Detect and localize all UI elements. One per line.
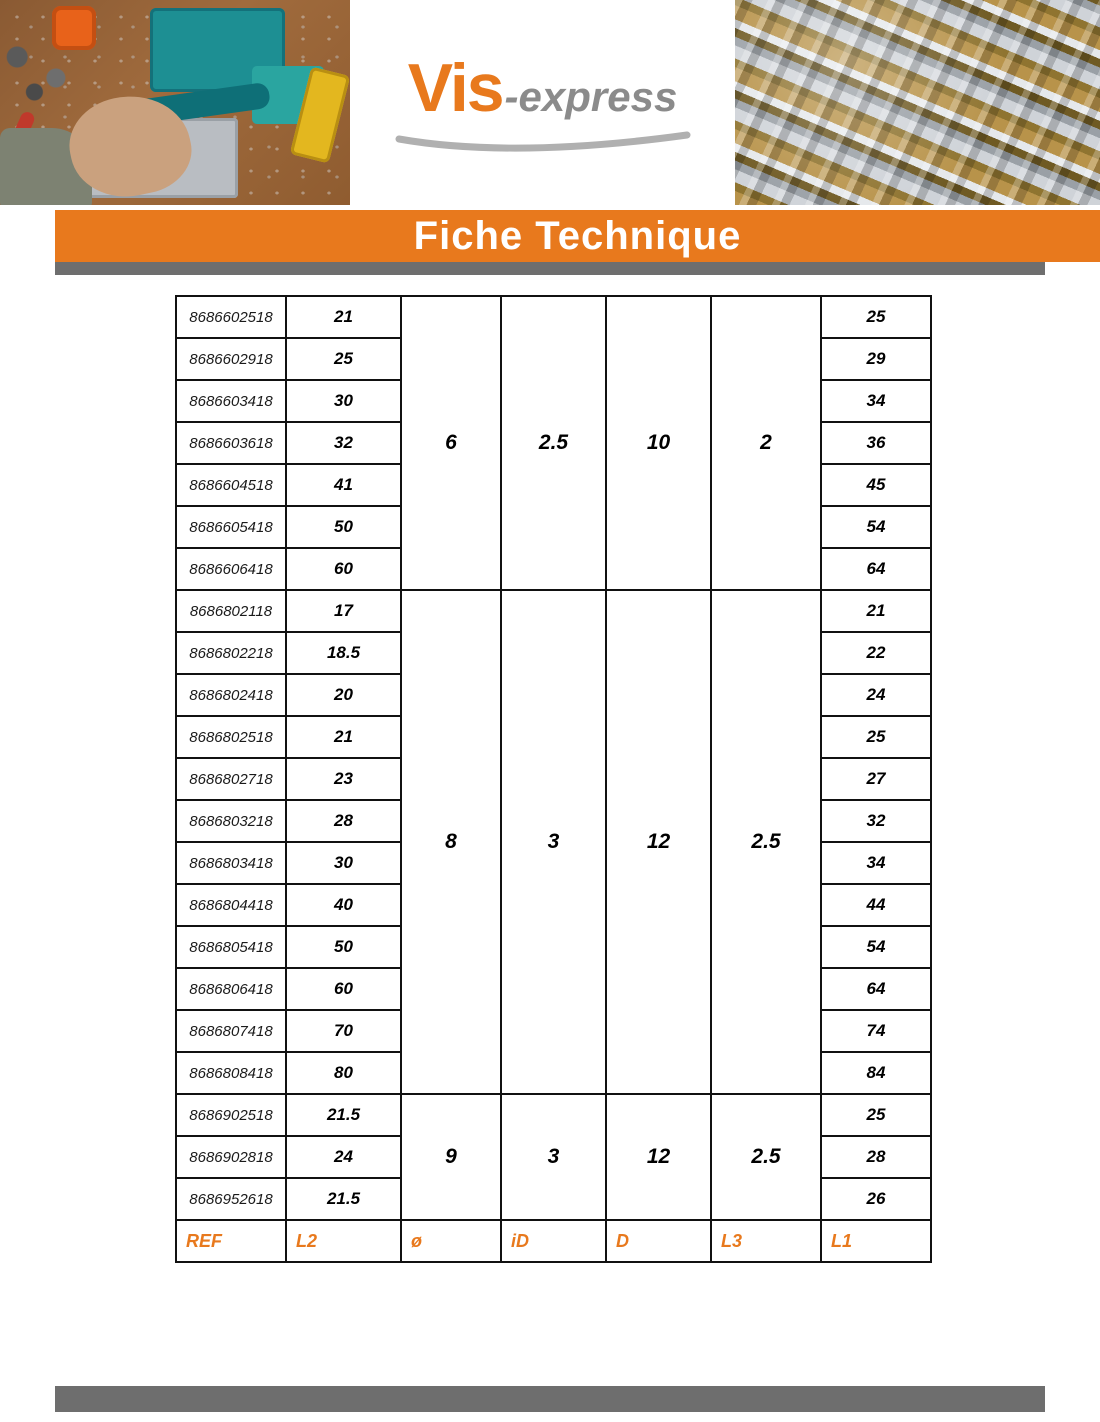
ref-cell: 8686604518: [176, 464, 286, 506]
ref-cell: 8686603618: [176, 422, 286, 464]
footer-bar: [55, 1386, 1045, 1412]
ref-cell: 8686805418: [176, 926, 286, 968]
l1-cell: 21: [821, 590, 931, 632]
footer-d-label: D: [606, 1220, 711, 1262]
inner-diameter-cell: 2.5: [501, 296, 606, 590]
table-row: [176, 296, 931, 338]
ref-cell: 8686802118: [176, 590, 286, 632]
l3-cell: 2: [711, 296, 821, 590]
l1-cell: 36: [821, 422, 931, 464]
spec-table: [175, 295, 932, 1263]
l2-cell: 80: [286, 1052, 401, 1094]
l1-cell: 24: [821, 674, 931, 716]
ref-cell: 8686603418: [176, 380, 286, 422]
l2-cell: 60: [286, 968, 401, 1010]
screws-photo: [735, 0, 1100, 205]
d-cell: 12: [606, 590, 711, 1094]
l1-cell: 84: [821, 1052, 931, 1094]
l1-cell: 22: [821, 632, 931, 674]
l2-cell: 23: [286, 758, 401, 800]
l1-cell: 25: [821, 296, 931, 338]
ref-cell: 8686902518: [176, 1094, 286, 1136]
l1-cell: 54: [821, 506, 931, 548]
l1-cell: 27: [821, 758, 931, 800]
ref-cell: 8686606418: [176, 548, 286, 590]
l1-cell: 25: [821, 1094, 931, 1136]
ref-cell: 8686803418: [176, 842, 286, 884]
ref-cell: 8686806418: [176, 968, 286, 1010]
page-title: Fiche Technique: [413, 213, 742, 258]
ref-cell: 8686802218: [176, 632, 286, 674]
diameter-cell: 9: [401, 1094, 501, 1220]
l2-cell: 28: [286, 800, 401, 842]
ref-cell: 8686802418: [176, 674, 286, 716]
ref-cell: 8686802518: [176, 716, 286, 758]
ref-cell: 8686802718: [176, 758, 286, 800]
l2-cell: 17: [286, 590, 401, 632]
l2-cell: 21.5: [286, 1094, 401, 1136]
l1-cell: 64: [821, 548, 931, 590]
l3-cell: 2.5: [711, 590, 821, 1094]
footer-l2-label: L2: [286, 1220, 401, 1262]
l2-cell: 18.5: [286, 632, 401, 674]
ref-cell: 8686804418: [176, 884, 286, 926]
footer-l1-label: L1: [821, 1220, 931, 1262]
l1-cell: 32: [821, 800, 931, 842]
diameter-cell: 8: [401, 590, 501, 1094]
logo-wordmark-main: Vis: [407, 49, 503, 126]
l2-cell: 25: [286, 338, 401, 380]
l2-cell: 21: [286, 716, 401, 758]
l1-cell: 26: [821, 1178, 931, 1220]
l2-cell: 21.5: [286, 1178, 401, 1220]
table-footer-row: [176, 1220, 931, 1262]
title-banner: [55, 210, 1100, 262]
l2-cell: 50: [286, 506, 401, 548]
washers-decor: [0, 36, 86, 106]
l1-cell: 74: [821, 1010, 931, 1052]
diameter-cell: 6: [401, 296, 501, 590]
l2-cell: 24: [286, 1136, 401, 1178]
l2-cell: 70: [286, 1010, 401, 1052]
l2-cell: 20: [286, 674, 401, 716]
l2-cell: 21: [286, 296, 401, 338]
l1-cell: 34: [821, 842, 931, 884]
l2-cell: 41: [286, 464, 401, 506]
table-row: [176, 590, 931, 632]
l1-cell: 25: [821, 716, 931, 758]
ref-cell: 8686807418: [176, 1010, 286, 1052]
footer-diameter-label: ø: [401, 1220, 501, 1262]
l1-cell: 44: [821, 884, 931, 926]
ref-cell: 8686605418: [176, 506, 286, 548]
footer-id-label: iD: [501, 1220, 606, 1262]
l2-cell: 30: [286, 380, 401, 422]
table-row: [176, 1094, 931, 1136]
d-cell: 10: [606, 296, 711, 590]
l1-cell: 64: [821, 968, 931, 1010]
l2-cell: 30: [286, 842, 401, 884]
l2-cell: 50: [286, 926, 401, 968]
l1-cell: 45: [821, 464, 931, 506]
l2-cell: 60: [286, 548, 401, 590]
logo-swoosh-decor: [393, 129, 693, 157]
logo-wordmark-suffix: -express: [504, 72, 678, 120]
screws-highlight-decor: [735, 0, 1100, 205]
inner-diameter-cell: 3: [501, 590, 606, 1094]
l3-cell: 2.5: [711, 1094, 821, 1220]
l1-cell: 54: [821, 926, 931, 968]
inner-diameter-cell: 3: [501, 1094, 606, 1220]
l1-cell: 29: [821, 338, 931, 380]
ref-cell: 8686602518: [176, 296, 286, 338]
d-cell: 12: [606, 1094, 711, 1220]
banner-shadow-bar: [55, 262, 1045, 275]
ref-cell: 8686803218: [176, 800, 286, 842]
footer-l3-label: L3: [711, 1220, 821, 1262]
l1-cell: 34: [821, 380, 931, 422]
l2-cell: 32: [286, 422, 401, 464]
brand-logo: [350, 0, 735, 205]
footer-ref-label: REF: [176, 1220, 286, 1262]
l2-cell: 40: [286, 884, 401, 926]
ref-cell: 8686808418: [176, 1052, 286, 1094]
workbench-photo: [0, 0, 350, 205]
ref-cell: 8686902818: [176, 1136, 286, 1178]
ref-cell: 8686952618: [176, 1178, 286, 1220]
l1-cell: 28: [821, 1136, 931, 1178]
ref-cell: 8686602918: [176, 338, 286, 380]
